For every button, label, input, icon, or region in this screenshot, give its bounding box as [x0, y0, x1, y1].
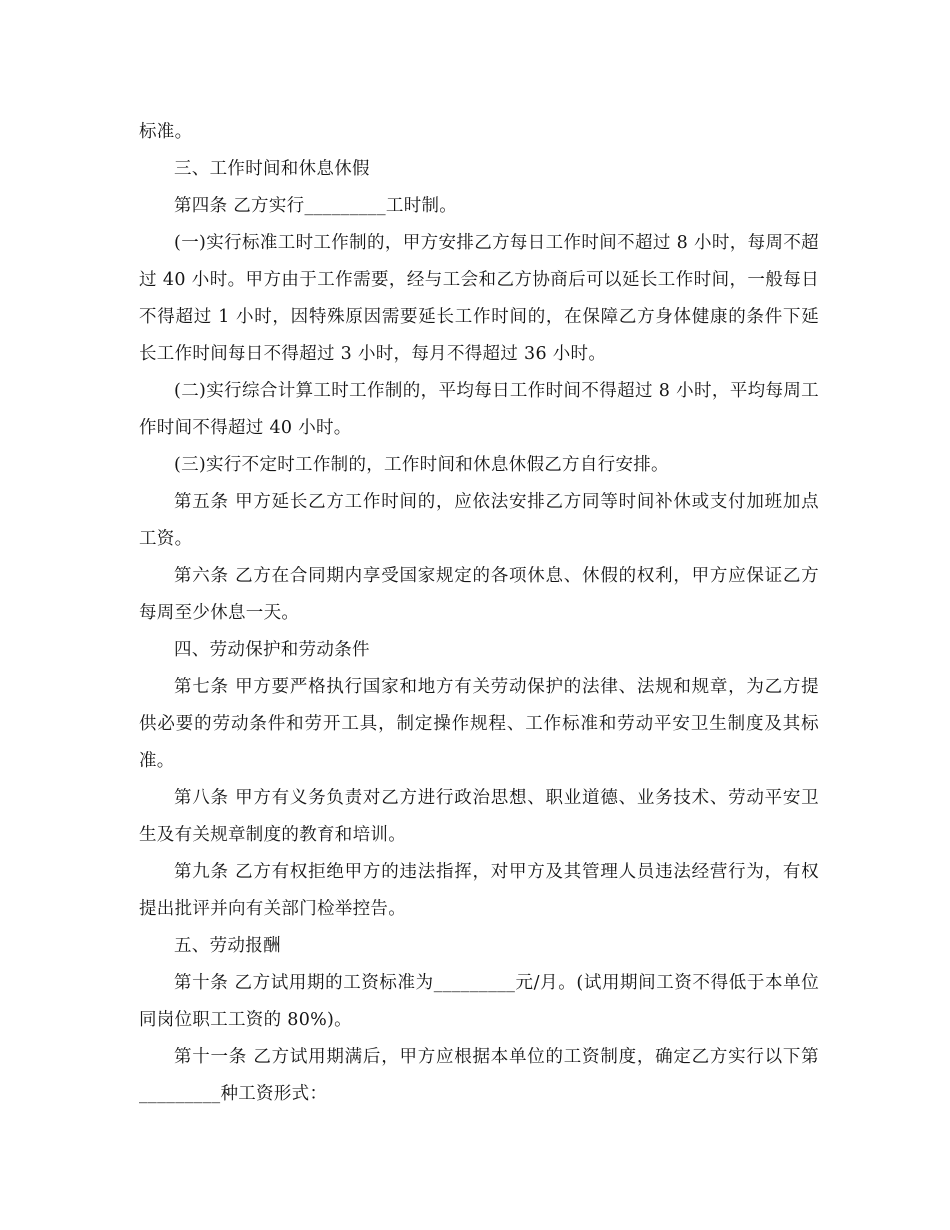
article-7: 第七条 甲方要严格执行国家和地方有关劳动保护的法律、法规和规章，为乙方提供必要的劳动条件和劳开工具，制定操作规程、工作标准和劳动平安卫生制度及其标准。 [139, 677, 819, 771]
section-heading-remuneration: 五、劳动报酬 [174, 936, 281, 956]
article-8: 第八条 甲方有义务负责对乙方进行政治思想、职业道德、业务技术、劳动平安卫生及有关规章制度的教育和培训。 [139, 788, 819, 845]
article-4-item-2: (二)实行综合计算工时工作制的，平均每日工作时间不得超过 8 小时，平均每周工作时间不得超过 40 小时。 [139, 381, 819, 438]
article-5: 第五条 甲方延长乙方工作时间的，应依法安排乙方同等时间补休或支付加班加点工资。 [139, 492, 819, 549]
article-9: 第九条 乙方有权拒绝甲方的违法指挥，对甲方及其管理人员违法经营行为，有权提出批评并向有关部门检举控告。 [139, 862, 819, 919]
section-heading-work-hours: 三、工作时间和休息休假 [174, 159, 370, 179]
section-heading-labor-protection: 四、劳动保护和劳动条件 [174, 640, 370, 660]
article-4-item-1: (一)实行标准工时工作制的，甲方安排乙方每日工作时间不超过 8 小时，每周不超过 40 小时。甲方由于工作需要，经与工会和乙方协商后可以延长工作时间，一般每日不得超过 1 小时，因特殊原因需要延长工作时间的，在保障乙方身体健康的条件下延长工作时间每日不得超过 3 小时，每月不得超过 36 小时。 [139, 233, 819, 364]
article-4-item-3: (三)实行不定时工作制的，工作时间和休息休假乙方自行安排。 [174, 455, 669, 475]
paragraph-continuation: 标准。 [139, 122, 193, 142]
article-6: 第六条 乙方在合同期内享受国家规定的各项休息、休假的权利，甲方应保证乙方每周至少休息一天。 [139, 566, 819, 623]
article-11: 第十一条 乙方试用期满后，甲方应根据本单位的工资制度，确定乙方实行以下第_________种工资形式： [139, 1047, 819, 1104]
article-10: 第十条 乙方试用期的工资标准为_________元/月。(试用期间工资不得低于本单位同岗位职工工资的 80%)。 [139, 973, 819, 1030]
document-body [139, 114, 819, 1113]
article-4: 第四条 乙方实行_________工时制。 [174, 196, 458, 216]
